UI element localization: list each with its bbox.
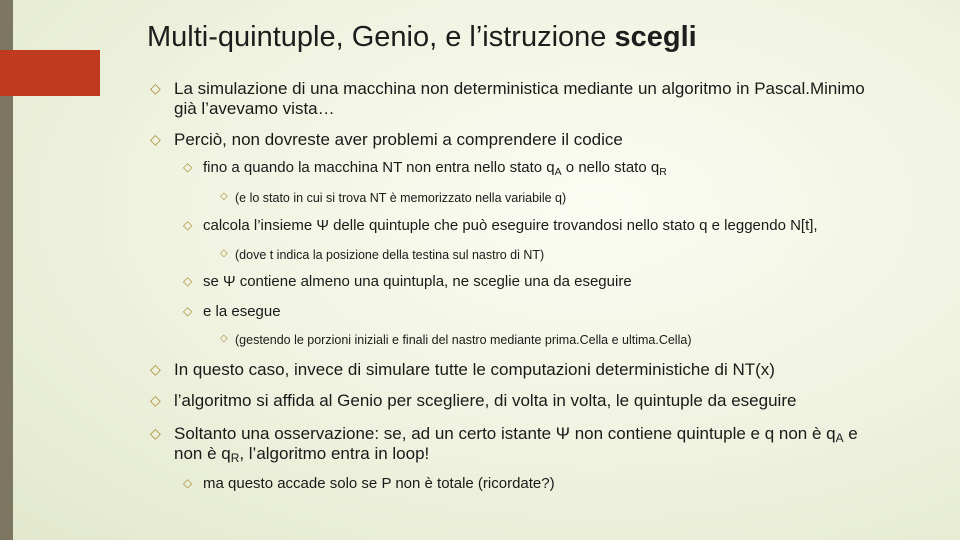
diamond-outline-icon: ◇ [183,218,193,232]
diamond-outline-icon: ◇ [183,160,193,174]
bullet-item [150,360,775,380]
bullet-text: e la esegue [203,303,281,320]
bullet-text: ma questo accade solo se P non è totale (ricordate?) [203,475,555,492]
bullet-item [183,217,818,235]
bullet-text: non è $q_R$, l’algoritmo entra in loop! [174,444,430,465]
bullet-item [150,424,858,464]
bullet-text: (dove t indica la posizione della testina sul nastro di NT) [235,248,545,262]
bullet-text: Soltanto una osservazione: se, ad un certo istante Ψ non contiene quintuple e q non è $q_A$ e [174,424,858,445]
diamond-outline-icon: ◇ [220,248,228,259]
bullet-item [150,79,865,119]
bullet-text: già l’avevamo vista… [174,99,335,118]
bullet-text: se Ψ contiene almeno una quintupla, ne sceglie una da eseguire [203,273,632,290]
bullet-item [150,391,796,411]
diamond-outline-icon: ◇ [220,333,228,344]
title-text: Multi-quintuple, Genio, e l’istruzione [147,21,615,53]
diamond-outline-icon: ◇ [183,476,193,490]
bullet-text: (e lo stato in cui si trova NT è memorizzato nella variabile q) [235,191,567,205]
bullet-item [150,130,623,150]
bullet-item [183,159,667,177]
diamond-outline-icon: ◇ [150,131,161,147]
title-keyword: scegli [614,21,697,53]
diamond-outline-icon: ◇ [183,304,193,318]
diamond-outline-icon: ◇ [150,425,161,441]
diamond-outline-icon: ◇ [150,392,161,408]
bullet-text: La simulazione di una macchina non deterministica mediante un algoritmo in Pascal.Minimo [174,79,865,98]
diamond-outline-icon: ◇ [183,274,193,288]
bullet-text: fino a quando la macchina NT non entra nello stato $q_A$ o nello stato $q_R$ [203,159,667,178]
bullet-item [183,303,281,321]
bullet-text: (gestendo le porzioni iniziali e finali del nastro mediante prima.Cella e ultima.Cella) [235,333,692,347]
bullet-text: calcola l’insieme Ψ delle quintuple che può eseguire trovandosi nello stato q e leggendo N[t], [203,217,818,234]
diamond-outline-icon: ◇ [220,191,228,202]
bullet-text: Perciò, non dovreste aver problemi a comprendere il codice [174,130,623,149]
bullet-item [183,273,632,291]
diamond-outline-icon: ◇ [150,361,161,377]
bullet-text: In questo caso, invece di simulare tutte le computazioni deterministiche di NT(x) [174,360,775,379]
bullet-item [220,332,691,348]
bullet-item [220,247,544,263]
bullet-text: l’algoritmo si affida al Genio per scegliere, di volta in volta, le quintuple da eseguire [174,391,797,410]
diamond-outline-icon: ◇ [150,80,161,96]
bullet-item [183,475,555,493]
bullet-item [220,190,566,206]
